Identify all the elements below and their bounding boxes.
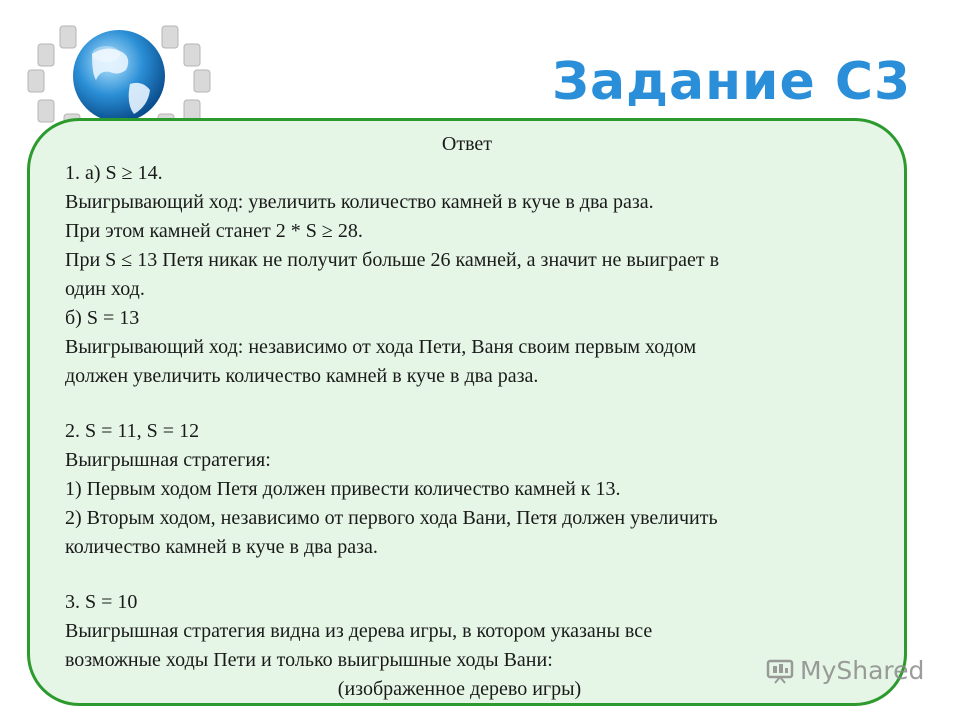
answer-content — [65, 159, 884, 704]
watermark — [766, 656, 924, 685]
answer-line: 3. S = 10 — [65, 591, 138, 613]
answer-line: один ход. — [65, 278, 145, 300]
answer-heading: Ответ — [441, 133, 493, 155]
answer-line: возможные ходы Пети и только выигрышные ходы Вани: — [65, 649, 553, 671]
answer-line: При этом камней станет 2 * S ≥ 28. — [65, 220, 363, 242]
answer-line: 2) Вторым ходом, независимо от первого хода Вани, Петя должен увеличить — [65, 507, 718, 529]
answer-line: Выигрышная стратегия видна из дерева игры, в котором указаны все — [65, 620, 653, 642]
blank-line — [65, 391, 884, 417]
answer-line: должен увеличить количество камней в куче в два раза. — [65, 365, 539, 387]
slide-title: Задание С3 — [552, 52, 912, 112]
answer-line: б) S = 13 — [65, 307, 140, 329]
answer-line: Выигрывающий ход: увеличить количество камней в куче в два раза. — [65, 191, 654, 213]
answer-line: 1. а) S ≥ 14. — [65, 162, 163, 184]
answer-line: При S ≤ 13 Петя никак не получит больше 26 камней, а значит не выиграет в — [65, 249, 720, 271]
answer-line: 2. S = 11, S = 12 — [65, 420, 200, 442]
watermark-text: MyShared — [800, 656, 925, 685]
answer-line: 1) Первым ходом Петя должен привести количество камней к 13. — [65, 478, 621, 500]
answer-line: количество камней в куче в два раза. — [65, 536, 378, 558]
blank-line — [65, 562, 884, 588]
presentation-icon — [766, 658, 794, 684]
answer-line: Выигрышная стратегия: — [65, 449, 271, 471]
answer-box — [27, 118, 907, 706]
tree-caption: (изображенное дерево игры) — [337, 678, 582, 700]
answer-line: Выигрывающий ход: независимо от хода Пети, Ваня своим первым ходом — [65, 336, 697, 358]
